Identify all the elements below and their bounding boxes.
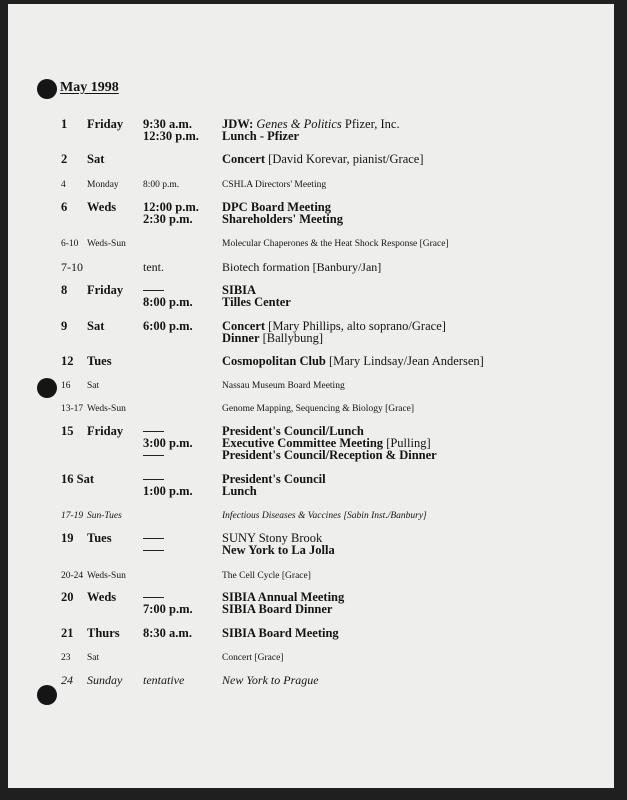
event-text: President's Council/Lunch xyxy=(222,424,364,438)
entry-time: 8:00 p.m. xyxy=(143,180,180,190)
entry-time: 12:30 p.m. xyxy=(143,129,199,143)
event-text: Molecular Chaperones & the Heat Shock Response [Grace] xyxy=(222,239,449,249)
entry-weekday: Sunday xyxy=(87,673,123,687)
event-text: Pfizer, Inc. xyxy=(341,117,400,131)
event-text: Tilles Center xyxy=(222,295,291,309)
entry-weekday: Sat xyxy=(87,152,105,166)
binder-hole-icon xyxy=(37,685,57,705)
event-text: Genome Mapping, Sequencing & Biology [Grace] xyxy=(222,404,415,414)
event-text: SIBIA xyxy=(222,283,257,297)
entry-event xyxy=(222,449,437,461)
binder-hole-icon xyxy=(37,79,57,99)
entry-weekday: Friday xyxy=(87,117,124,131)
event-text: SIBIA Board Meeting xyxy=(222,626,339,640)
entry-event xyxy=(222,153,424,165)
entry-date: 16 Sat xyxy=(61,472,94,486)
entry-date: 23 xyxy=(61,653,71,663)
event-text: Infectious Diseases & Vaccines [Sabin Inst./Banbury] xyxy=(222,511,427,521)
time-blank-line xyxy=(143,550,164,551)
event-text: New York to La Jolla xyxy=(222,543,335,557)
entry-date: 20 xyxy=(61,590,74,604)
event-text: [Mary Lindsay/Jean Andersen] xyxy=(325,354,484,368)
entry-date: 1 xyxy=(61,117,68,131)
entry-weekday: Friday xyxy=(87,283,124,297)
time-blank-line xyxy=(143,455,164,456)
event-text: JDW: xyxy=(222,117,257,131)
entry-event xyxy=(222,355,484,367)
entry-weekday: Weds-Sun xyxy=(87,404,126,414)
entry-weekday: Weds-Sun xyxy=(87,571,126,581)
entry-weekday: Sat xyxy=(87,319,105,333)
entry-weekday: Monday xyxy=(87,180,119,190)
entry-weekday: Weds xyxy=(87,200,117,214)
entry-date: 8 xyxy=(61,283,68,297)
entry-date: 24 xyxy=(61,673,73,687)
entry-time: 12:00 p.m. xyxy=(143,200,199,214)
entry-time: 8:00 p.m. xyxy=(143,295,193,309)
entry-event xyxy=(222,179,326,191)
entry-date: 12 xyxy=(61,354,74,368)
entry-weekday: Friday xyxy=(87,424,124,438)
event-text: The Cell Cycle [Grace] xyxy=(222,571,311,581)
entry-time: 8:30 a.m. xyxy=(143,626,192,640)
entry-weekday: Weds xyxy=(87,590,117,604)
entry-date: 6-10 xyxy=(61,239,79,249)
entry-date: 17-19 xyxy=(61,511,84,521)
entry-event xyxy=(222,652,283,664)
event-text: [Mary Phillips, alto soprano/Grace] xyxy=(265,319,446,333)
entry-event xyxy=(222,296,291,308)
entry-weekday: Tues xyxy=(87,354,112,368)
entry-weekday: Sat xyxy=(87,653,100,663)
entry-time: 9:30 a.m. xyxy=(143,117,192,131)
event-text: Lunch xyxy=(222,484,257,498)
event-text: Shareholders' Meeting xyxy=(222,212,343,226)
entry-event xyxy=(222,510,427,522)
event-text: Lunch - Pfizer xyxy=(222,129,300,143)
entry-event xyxy=(222,130,299,142)
event-text: [David Korevar, pianist/Grace] xyxy=(265,152,424,166)
entry-weekday: Weds-Sun xyxy=(87,239,126,249)
entry-date: 15 xyxy=(61,424,74,438)
entry-time: tent. xyxy=(143,260,164,274)
event-text: Genes & Politics xyxy=(256,117,342,131)
entry-date: 20-24 xyxy=(61,571,84,581)
entry-event xyxy=(222,380,345,392)
event-text: President's Council xyxy=(222,472,326,486)
entry-time: tentative xyxy=(143,673,185,687)
event-text: Executive Committee Meeting xyxy=(222,436,384,450)
event-text: Concert xyxy=(222,152,266,166)
entry-date: 21 xyxy=(61,626,74,640)
entry-date: 13-17 xyxy=(61,404,84,414)
event-text: Cosmopolitan Club xyxy=(222,354,326,368)
event-text: SUNY Stony Brook xyxy=(222,531,323,545)
event-text: Nassau Museum Board Meeting xyxy=(222,381,345,391)
entry-event xyxy=(222,403,414,415)
event-text: Dinner xyxy=(222,331,260,345)
entry-event xyxy=(222,238,449,250)
entry-weekday: Thurs xyxy=(87,626,120,640)
entry-event xyxy=(222,603,332,615)
time-blank-line xyxy=(143,431,164,432)
event-text: SIBIA Board Dinner xyxy=(222,602,333,616)
page-title: May 1998 xyxy=(60,80,119,95)
entry-date: 16 xyxy=(61,381,71,391)
time-blank-line xyxy=(143,597,164,598)
entry-event xyxy=(222,213,343,225)
entry-weekday: Sat xyxy=(87,381,100,391)
entry-weekday: Tues xyxy=(87,531,112,545)
event-text: Concert [Grace] xyxy=(222,653,284,663)
event-text: SIBIA Annual Meeting xyxy=(222,590,345,604)
entry-event xyxy=(222,627,339,639)
entry-date: 6 xyxy=(61,200,68,214)
time-blank-line xyxy=(143,538,164,539)
event-text: Concert xyxy=(222,319,266,333)
time-blank-line xyxy=(143,290,164,291)
time-blank-line xyxy=(143,479,164,480)
event-text: Biotech formation [Banbury/Jan] xyxy=(222,260,382,274)
entry-date: 2 xyxy=(61,152,68,166)
entry-time: 7:00 p.m. xyxy=(143,602,193,616)
entry-event xyxy=(222,485,257,497)
entry-date: 9 xyxy=(61,319,68,333)
entry-time: 1:00 p.m. xyxy=(143,484,193,498)
entry-event xyxy=(222,674,319,686)
event-text: [Ballybung] xyxy=(259,331,324,345)
event-text: New York to Prague xyxy=(222,673,319,687)
entry-event xyxy=(222,570,311,582)
entry-date: 7-10 xyxy=(61,260,83,274)
entry-time: 6:00 p.m. xyxy=(143,319,193,333)
entry-date: 19 xyxy=(61,531,74,545)
event-text: [Pulling] xyxy=(383,436,431,450)
entry-time: 3:00 p.m. xyxy=(143,436,193,450)
entry-event xyxy=(222,332,323,344)
entry-weekday: Sun-Tues xyxy=(87,511,122,521)
event-text: President's Council/Reception & Dinner xyxy=(222,448,437,462)
entry-date: 4 xyxy=(61,180,66,190)
event-text: DPC Board Meeting xyxy=(222,200,332,214)
entry-event xyxy=(222,544,335,556)
entry-event xyxy=(222,261,381,273)
entry-time: 2:30 p.m. xyxy=(143,212,193,226)
event-text: CSHLA Directors' Meeting xyxy=(222,180,327,190)
